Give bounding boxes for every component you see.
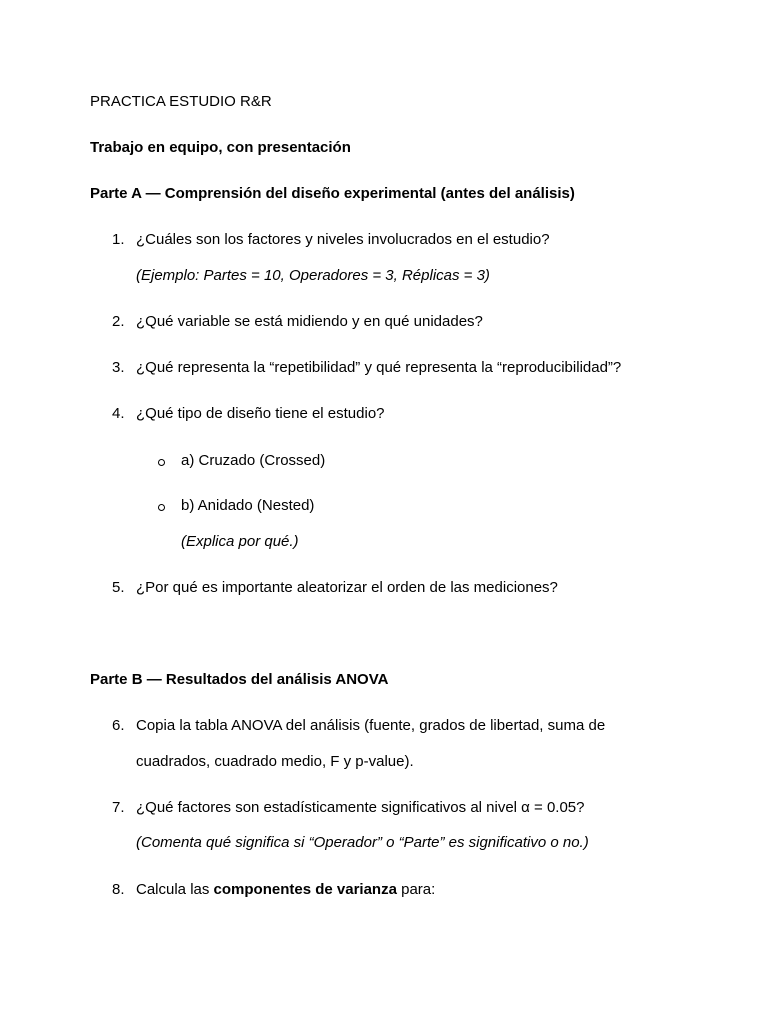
question-1-text: ¿Cuáles son los factores y niveles involucrados en el estudio? [136,231,550,248]
question-6-text-line-2: cuadrados, cuadrado medio, F y p-value). [136,753,414,770]
document-title: PRACTICA ESTUDIO R&R [90,93,272,110]
question-7-number: 7. [112,799,125,816]
circle-bullet-icon [158,459,165,466]
question-4-option-b: b) Anidado (Nested) [181,497,315,514]
question-5-number: 5. [112,579,125,596]
question-7-note: (Comenta qué significa si “Operador” o “Parte” es significativo o no.) [136,834,589,851]
question-3-text: ¿Qué representa la “repetibilidad” y qué representa la “reproducibilidad”? [136,359,622,376]
question-4-number: 4. [112,405,125,422]
circle-bullet-icon [158,504,165,511]
question-8-text-after: para: [396,881,436,898]
question-3-number: 3. [112,359,125,376]
question-8-text-before: Calcula las [136,881,214,898]
document-subtitle: Trabajo en equipo, con presentación [90,139,351,156]
question-4-note: (Explica por qué.) [181,533,299,550]
part-a-heading: Parte A — Comprensión del diseño experimental (antes del análisis) [90,185,575,202]
question-1-note: (Ejemplo: Partes = 10, Operadores = 3, Réplicas = 3) [136,267,490,284]
question-2-text: ¿Qué variable se está midiendo y en qué unidades? [136,313,483,330]
question-6-text-line-1: Copia la tabla ANOVA del análisis (fuente, grados de libertad, suma de [136,717,606,734]
question-4-option-a: a) Cruzado (Crossed) [181,452,326,469]
question-8-text-bold: componentes de varianza [213,881,397,898]
question-4-text: ¿Qué tipo de diseño tiene el estudio? [136,405,385,422]
question-8-number: 8. [112,881,125,898]
question-6-number: 6. [112,717,125,734]
question-2-number: 2. [112,313,125,330]
question-5-text: ¿Por qué es importante aleatorizar el orden de las mediciones? [136,579,558,596]
question-7-text: ¿Qué factores son estadísticamente significativos al nivel α = 0.05? [136,799,585,816]
question-8-text [136,881,435,899]
question-1-number: 1. [112,231,125,248]
part-b-heading: Parte B — Resultados del análisis ANOVA [90,671,389,688]
